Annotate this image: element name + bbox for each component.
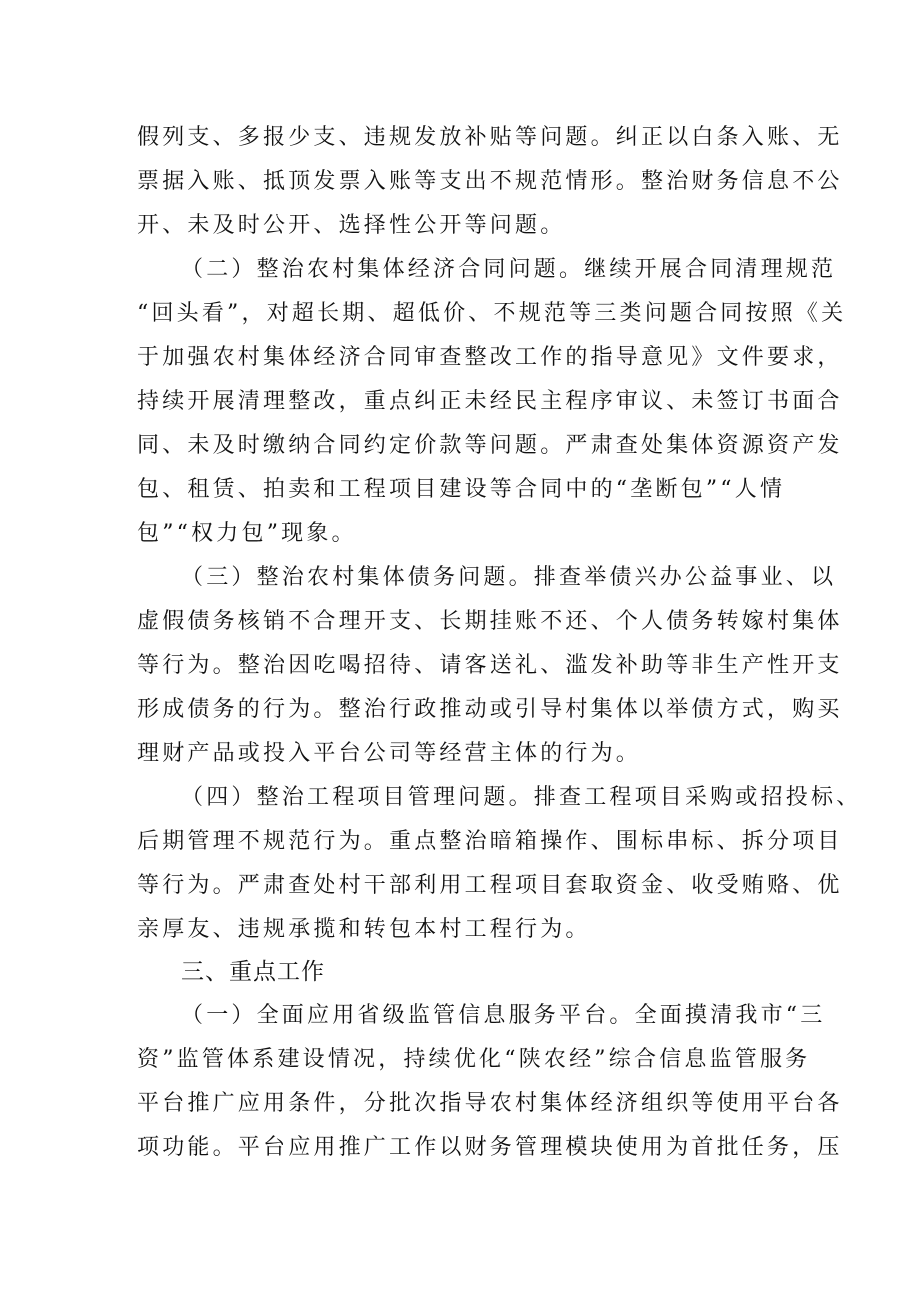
paragraph-2-line-4: 持续开展清理整改，重点纠正未经民主程序审议、未签订书面合 (137, 389, 843, 414)
paragraph-5-line-2: 资”监管体系建设情况，持续优化“陕农经”综合信息监管服务 (137, 1047, 811, 1072)
paragraph-2-line-7: 包”“权力包”现象。 (137, 521, 357, 546)
paragraph-2-line-6: 包、租赁、拍卖和工程项目建设等合同中的“垄断包”“人情 (137, 477, 786, 502)
paragraph-4-line-3: 等行为。严肃查处村干部利用工程项目套取资金、收受贿赂、优 (137, 873, 843, 898)
section-heading: 三、重点工作 (181, 959, 325, 985)
paragraph-2-line-2: “回头看”，对超长期、超低价、不规范等三类问题合同按照《关 (137, 301, 847, 326)
paragraph-2-line-5: 同、未及时缴纳合同约定价款等问题。严肃查处集体资源资产发 (137, 433, 843, 458)
paragraph-3-line-1: （三）整治农村集体债务问题。排查举债兴办公益事业、以 (181, 565, 837, 590)
paragraph-3-line-5: 理财产品或投入平台公司等经营主体的行为。 (137, 741, 642, 766)
paragraph-4-line-4: 亲厚友、违规承揽和转包本村工程行为。 (137, 917, 591, 942)
paragraph-5-line-3: 平台推广应用条件，分批次指导农村集体经济组织等使用平台各 (137, 1091, 843, 1116)
paragraph-1-line-3: 开、未及时公开、选择性公开等问题。 (137, 213, 566, 238)
paragraph-2-line-3: 于加强农村集体经济合同审查整改工作的指导意见》文件要求， (137, 345, 843, 370)
paragraph-1-line-2: 票据入账、抵顶发票入账等支出不规范情形。整治财务信息不公 (137, 169, 843, 194)
paragraph-3-line-4: 形成债务的行为。整治行政推动或引导村集体以举债方式，购买 (137, 697, 843, 722)
paragraph-2-line-1: （二）整治农村集体经济合同问题。继续开展合同清理规范 (181, 257, 837, 282)
paragraph-4-line-1: （四）整治工程项目管理问题。排查工程项目采购或招投标、 (181, 785, 862, 810)
paragraph-4-line-2: 后期管理不规范行为。重点整治暗箱操作、围标串标、拆分项目 (137, 829, 843, 854)
paragraph-5-line-1: （一）全面应用省级监管信息服务平台。全面摸清我市“三 (181, 1003, 826, 1028)
paragraph-5-line-4: 项功能。平台应用推广工作以财务管理模块使用为首批任务，压 (137, 1135, 843, 1160)
paragraph-3-line-2: 虚假债务核销不合理开支、长期挂账不还、个人债务转嫁村集体 (137, 609, 843, 634)
paragraph-1-line-1: 假列支、多报少支、违规发放补贴等问题。纠正以白条入账、无 (137, 125, 843, 150)
paragraph-3-line-3: 等行为。整治因吃喝招待、请客送礼、滥发补助等非生产性开支 (137, 653, 843, 678)
